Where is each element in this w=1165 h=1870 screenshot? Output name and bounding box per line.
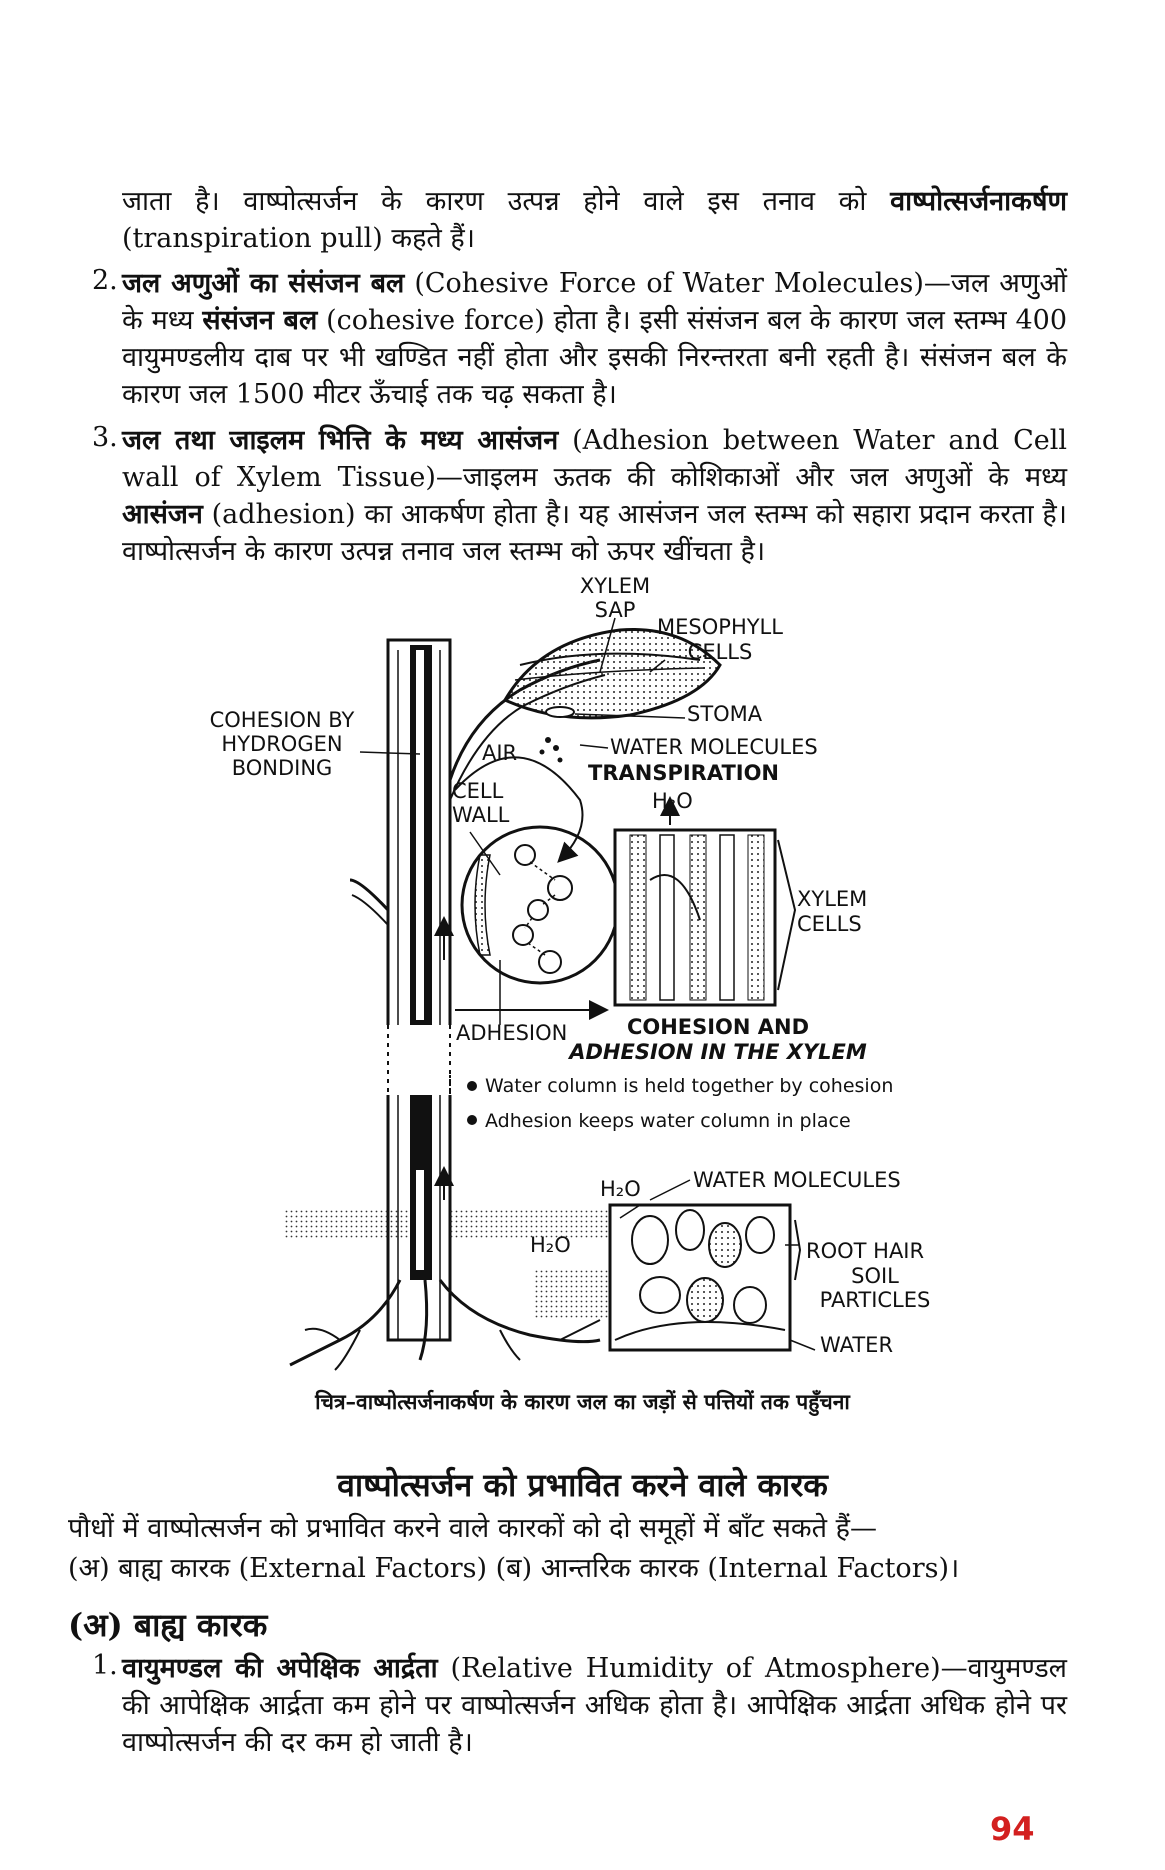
label-bullet-2: Adhesion keeps water column in place	[485, 1110, 851, 1132]
label-xylem-sap-2: SAP	[594, 598, 636, 622]
item-3-text-b: (adhesion) का आकर्षण होता है। यह आसंजन जल स्तम्भ को सहारा प्रदान करता है। वाष्पोत्सर्जन के कारण उत्पन्न तनाव जल स्तम्भ को ऊपर खींचता है।	[122, 499, 1067, 567]
label-cohesion-1: COHESION BY	[209, 708, 355, 732]
xylem-cells-box	[615, 800, 795, 1005]
item-2-term: संसंजन बल	[202, 305, 318, 336]
label-mesophyll-2: CELLS	[687, 640, 753, 664]
intro-term: वाष्पोत्सर्जनाकर्षण	[890, 186, 1067, 217]
label-xylem-sap-1: XYLEM	[579, 574, 651, 598]
item-2-text-b: (cohesive force) होता है। इसी संसंजन बल के कारण जल स्तम्भ 400 वायुमण्डलीय दाब पर भी खण्डित नहीं होता और इसकी निरन्तरता बनी रहती है। संसंजन बल के कारण जल 1500 मीटर ऊँचाई तक चढ़ सकता है।	[122, 305, 1067, 410]
section-intro-1: पौधों में वाष्पोत्सर्जन को प्रभावित करने वाले कारकों को दो समूहों में बाँट सकते हैं—	[68, 1513, 877, 1544]
label-soil-2: PARTICLES	[819, 1288, 931, 1312]
factor-1-paragraph	[122, 1650, 1067, 1761]
label-cell-wall-2: WALL	[452, 803, 510, 827]
root-hair-box	[610, 1205, 800, 1350]
factor-1-number: 1.	[92, 1650, 118, 1681]
label-cohesion-adhesion-2: ADHESION IN THE XYLEM	[569, 1040, 867, 1064]
label-cohesion-3: BONDING	[231, 756, 333, 780]
label-xylem-cells-1: XYLEM	[797, 887, 868, 911]
intro-text-a: जाता है। वाष्पोत्सर्जन के कारण उत्पन्न होने वाले इस तनाव को	[122, 186, 891, 217]
label-bullet-1: Water column is held together by cohesion	[485, 1075, 894, 1097]
factor-1-text: (Relative Humidity of Atmosphere)—वायुमण्डल की आपेक्षिक आर्द्रता कम होने पर वाष्पोत्सर्जन अधिक होता है। आपेक्षिक आर्द्रता अधिक होने पर वाष्पोत्सर्जन की दर कम हो जाती है।	[122, 1653, 1067, 1758]
label-h2o-soil: H₂O	[530, 1233, 571, 1257]
item-2-number: 2.	[92, 265, 118, 296]
item-2-text-a: (Cohesive Force of Water Molecules)—जल अणुओं के मध्य	[122, 268, 1067, 336]
label-root-hair: ROOT HAIR	[806, 1239, 925, 1263]
item-3-number: 3.	[92, 422, 118, 453]
item-3-text-a: (Adhesion between Water and Cell wall of Xylem Tissue)—जाइलम ऊतक की कोशिकाओं और जल अणुओं के मध्य	[122, 425, 1068, 493]
label-adhesion: ADHESION	[456, 1021, 568, 1045]
label-soil-1: SOIL	[851, 1264, 899, 1288]
label-stoma: STOMA	[687, 702, 763, 726]
label-h2o-bottom: H₂O	[600, 1177, 641, 1201]
label-water-molecules-top: WATER MOLECULES	[610, 735, 818, 759]
label-water: WATER	[820, 1333, 894, 1357]
label-transpiration: TRANSPIRATION	[588, 761, 780, 785]
label-cell-wall-1: CELL	[452, 779, 504, 803]
label-cohesion-2: HYDROGEN	[221, 732, 343, 756]
item-3-term: आसंजन	[122, 499, 203, 530]
label-h2o-top: H₂O	[652, 789, 693, 813]
intro-text-b: (transpiration pull) कहते हैं।	[122, 223, 475, 254]
sub-heading-external-factors: (अ) बाह्य कारक	[68, 1606, 268, 1644]
label-cohesion-adhesion-1: COHESION AND	[626, 1015, 810, 1039]
item-3-title: जल तथा जाइलम भित्ति के मध्य आसंजन	[122, 425, 559, 456]
section-intro-2: (अ) बाह्य कारक (External Factors) (ब) आन्तरिक कारक (Internal Factors)।	[68, 1553, 960, 1584]
item-2-title: जल अणुओं का संसंजन बल	[122, 268, 405, 299]
label-xylem-cells-2: CELLS	[797, 912, 862, 936]
page-number: 94	[990, 1810, 1035, 1848]
section-heading: वाष्पोत्सर्जन को प्रभावित करने वाले कारक	[337, 1466, 828, 1504]
label-water-molecules-bottom: WATER MOLECULES	[693, 1168, 901, 1192]
label-mesophyll-1: MESOPHYLL	[657, 615, 783, 639]
figure-caption: चित्र–वाष्पोत्सर्जनाकर्षण के कारण जल का जड़ों से पत्तियों तक पहुँचना	[315, 1389, 850, 1414]
label-air: AIR	[482, 741, 518, 765]
factor-1-title: वायुमण्डल की अपेक्षिक आर्द्रता	[122, 1653, 438, 1684]
